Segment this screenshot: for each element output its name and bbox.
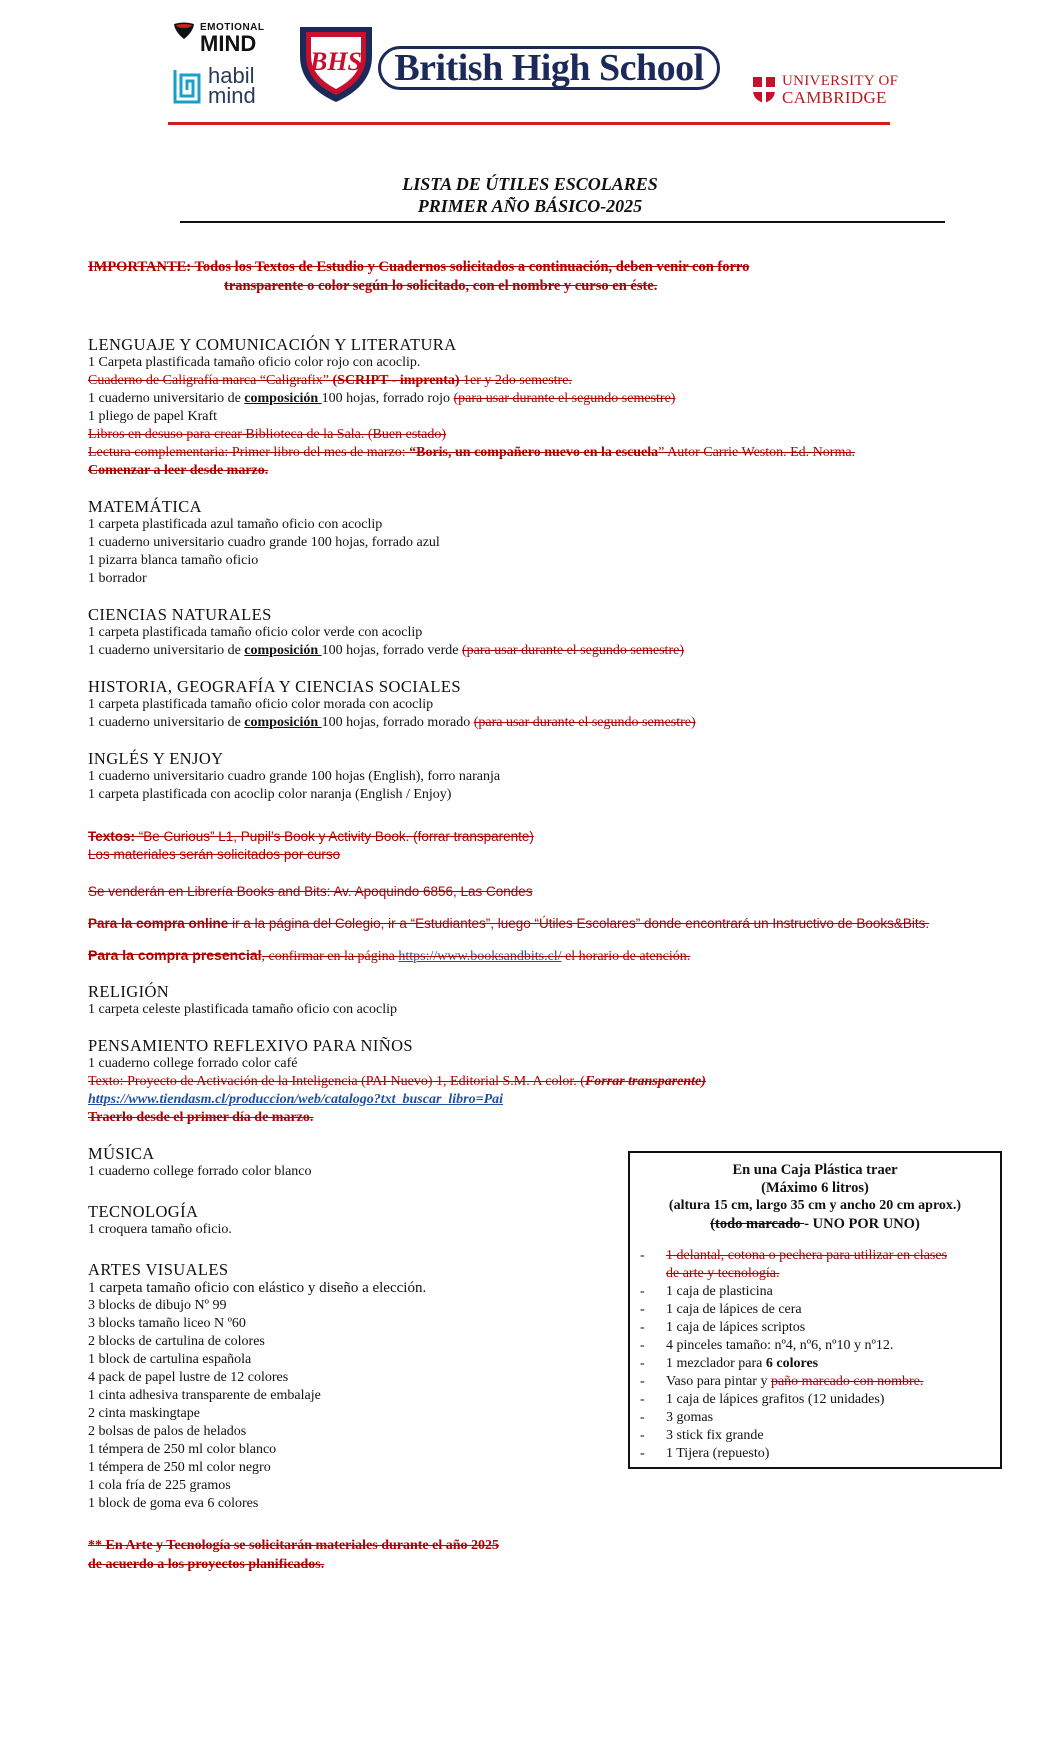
box-heading-2: (Máximo 6 litros) (761, 1180, 869, 1196)
textos-label: Textos: (88, 829, 136, 844)
booksandbits-link[interactable]: https://www.booksandbits.cl/ (398, 949, 562, 964)
page-title: LISTA DE ÚTILES ESCOLARES (402, 174, 658, 194)
section-ingles (88, 750, 500, 804)
matematica-item-1: 1 carpeta plastificada azul tamaño oficio con acoclip (88, 517, 383, 532)
historia-item-1: 1 carpeta plastificada tamaño oficio color morada con acoclip (88, 697, 434, 712)
section-artes (88, 1261, 426, 1513)
section-musica (88, 1145, 312, 1181)
musica-heading: MÚSICA (88, 1144, 155, 1163)
matematica-item-4: 1 borrador (88, 571, 147, 586)
maze-icon (172, 67, 202, 105)
box-heading-4: (todo marcado - UNO POR UNO) (710, 1216, 920, 1232)
ciencias-heading: CIENCIAS NATURALES (88, 605, 272, 624)
religion-heading: RELIGIÓN (88, 982, 170, 1001)
artes-footnote-2: de acuerdo a los proyectos planificados. (88, 1557, 325, 1572)
school-name-badge (378, 46, 720, 90)
artes-item: 1 carpeta tamaño oficio con elástico y diseño a elección. (88, 1280, 427, 1296)
artes-item: 2 blocks de cartulina de colores (88, 1334, 265, 1349)
list-item: - 1 caja de lápices de cera (640, 1302, 802, 1317)
section-tecnologia (88, 1203, 232, 1239)
lenguaje-item-7: Comenzar a leer desde marzo. (88, 463, 269, 478)
historia-heading: HISTORIA, GEOGRAFÍA Y CIENCIAS SOCIALES (88, 677, 461, 696)
tiendasm-link[interactable]: https://www.tiendasm.cl/produccion/web/catalogo?txt_buscar_libro=Pai (88, 1092, 504, 1107)
venta-note: Se venderán en Librería Books and Bits: Av. Apoquindo 6856, Las Condes (88, 884, 533, 899)
pensamiento-item-2: Texto: Proyecto de Activación de la Inteligencia (PAI Nuevo) 1, Editorial S.M. A color. (Forrar transparente) (88, 1074, 706, 1089)
artes-item: 1 cinta adhesiva transparente de embalaje (88, 1388, 321, 1403)
box-heading-1: En una Caja Plástica traer (732, 1162, 898, 1178)
list-item: - 1 caja de lápices grafitos (12 unidades) (640, 1392, 885, 1407)
tecnologia-item-1: 1 croquera tamaño oficio. (88, 1222, 232, 1237)
section-pensamiento (88, 1037, 706, 1127)
section-matematica (88, 498, 440, 588)
artes-item: 3 blocks tamaño liceo N º60 (88, 1316, 246, 1331)
mind-label: MIND (200, 31, 257, 56)
school-name: British High School (394, 47, 704, 89)
title-underline (180, 221, 945, 223)
cambridge-crest-icon (752, 76, 776, 104)
cambridge-logo (752, 74, 898, 106)
heart-icon (172, 22, 196, 40)
list-item: - Vaso para pintar y paño marcado con nombre. (640, 1374, 924, 1389)
compra-presencial-note: Para la compra presencial, confirmar en la página https://www.booksandbits.cl/ el horario de atención. (88, 947, 691, 964)
matematica-item-2: 1 cuaderno universitario cuadro grande 100 hojas, forrado azul (88, 535, 440, 550)
plastic-box-list (628, 1151, 1002, 1469)
pensamiento-item-3: Traerlo desde el primer día de marzo. (88, 1110, 314, 1125)
ciencias-item-1: 1 carpeta plastificada tamaño oficio color verde con acoclip (88, 625, 423, 640)
pensamiento-heading: PENSAMIENTO REFLEXIVO PARA NIÑOS (88, 1036, 413, 1055)
header-divider (168, 122, 890, 125)
important-text-2: transparente o color según lo solicitado, con el nombre y curso en éste. (224, 278, 658, 294)
shield-letters: BHS (309, 47, 363, 76)
emotional-label: EMOTIONAL (200, 22, 265, 33)
section-religion (88, 983, 397, 1019)
list-item: - 1 delantal, cotona o pechera para utilizar en clases de arte y tecnología. (640, 1248, 948, 1281)
ingles-item-1: 1 cuaderno universitario cuadro grande 100 hojas (English), forro naranja (88, 769, 501, 784)
ingles-item-2: 1 carpeta plastificada con acoclip color naranja (English / Enjoy) (88, 787, 452, 802)
important-text-1: Todos los Textos de Estudio y Cuadernos solicitados a continuación, deben venir con forro (191, 259, 750, 275)
artes-item: 1 cola fría de 225 gramos (88, 1478, 231, 1493)
list-item: - 1 Tijera (repuesto) (640, 1446, 770, 1461)
list-item: - 1 caja de plasticina (640, 1284, 773, 1299)
lenguaje-item-6: Lectura complementaria: Primer libro del mes de marzo: “Boris, un compañero nuevo en la escuela” Autor Carrie Weston. Ed. Norma. (88, 445, 856, 460)
artes-item: 1 témpera de 250 ml color negro (88, 1460, 271, 1475)
page-subtitle: PRIMER AÑO BÁSICO-2025 (417, 196, 643, 216)
cambridge-line-1: UNIVERSITY OF (782, 73, 899, 89)
important-label: IMPORTANTE: (88, 259, 192, 275)
list-item: - 1 mezclador para 6 colores (640, 1356, 819, 1371)
lenguaje-item-3: 1 cuaderno universitario de composición 100 hojas, forrado rojo (para usar durante el segundo semestre) (88, 391, 676, 406)
mind-sub-label: mind (208, 83, 256, 108)
artes-footnote-1: ** En Arte y Tecnología se solicitarán materiales durante el año 2025 (88, 1538, 500, 1553)
lenguaje-item-5: Libros en desuso para crear Biblioteca de la Sala. (Buen estado) (88, 427, 447, 442)
historia-item-2: 1 cuaderno universitario de composición 100 hojas, forrado morado (para usar durante el segundo semestre) (88, 715, 696, 730)
habil-label: habil (208, 63, 255, 88)
lenguaje-item-1: 1 Carpeta plastificada tamaño oficio color rojo con acoclip. (88, 355, 421, 370)
list-item: - 4 pinceles tamaño: nº4, nº6, nº10 y nº12. (640, 1338, 894, 1353)
materiales-note: Los materiales serán solicitados por curso (88, 847, 341, 862)
matematica-heading: MATEMÁTICA (88, 497, 202, 516)
box-heading-3: (altura 15 cm, largo 35 cm y ancho 20 cm aprox.) (668, 1198, 962, 1213)
tecnologia-heading: TECNOLOGÍA (88, 1202, 199, 1221)
artes-item: 3 blocks de dibujo Nº 99 (88, 1298, 227, 1313)
list-item: - 3 gomas (640, 1410, 714, 1425)
section-ciencias (88, 606, 684, 660)
box-items (630, 1247, 1000, 1463)
matematica-item-3: 1 pizarra blanca tamaño oficio (88, 553, 259, 568)
artes-footnote (88, 1536, 499, 1574)
ingles-heading: INGLÉS Y ENJOY (88, 749, 224, 768)
artes-item: 2 bolsas de palos de helados (88, 1424, 247, 1439)
ingles-textos (88, 828, 534, 864)
artes-item: 1 block de goma eva 6 colores (88, 1496, 259, 1511)
shield-icon (297, 24, 375, 104)
lenguaje-item-4: 1 pliego de papel Kraft (88, 409, 218, 424)
lenguaje-item-2: Cuaderno de Caligrafía marca “Caligrafix” (SCRIPT - imprenta) 1er y 2do semestre. (88, 373, 572, 388)
emotional-mind-logo (172, 22, 265, 55)
artes-item: 1 block de cartulina española (88, 1352, 252, 1367)
cambridge-line-2: CAMBRIDGE (782, 88, 887, 107)
bhs-shield-logo (297, 24, 375, 109)
compra-online-note: Para la compra online ir a la página del Colegio, ir a “Estudiantes”, luego “Útiles Escolares” donde encontrará un Instructivo de Books&Bits. (88, 916, 930, 931)
artes-item: 4 pack de papel lustre de 12 colores (88, 1370, 289, 1385)
artes-heading: ARTES VISUALES (88, 1260, 229, 1279)
habil-mind-logo (172, 63, 256, 108)
section-lenguaje (88, 336, 1018, 480)
artes-item: 1 témpera de 250 ml color blanco (88, 1442, 277, 1457)
list-item: - 1 caja de lápices scriptos (640, 1320, 806, 1335)
section-historia (88, 678, 696, 732)
religion-item-1: 1 carpeta celeste plastificada tamaño oficio con acoclip (88, 1002, 398, 1017)
artes-item: 2 cinta maskingtape (88, 1406, 200, 1421)
textos-detail: “Be Curious” L1, Pupil’s Book y Activity Book. (forrar transparente) (135, 829, 534, 844)
pensamiento-item-1: 1 cuaderno college forrado color café (88, 1056, 298, 1071)
musica-item-1: 1 cuaderno college forrado color blanco (88, 1164, 312, 1179)
list-item: - 3 stick fix grande (640, 1428, 764, 1443)
ciencias-item-2: 1 cuaderno universitario de composición 100 hojas, forrado verde (para usar durante el segundo semestre) (88, 643, 684, 658)
important-note (88, 258, 973, 296)
lenguaje-heading: LENGUAJE Y COMUNICACIÓN Y LITERATURA (88, 335, 457, 354)
